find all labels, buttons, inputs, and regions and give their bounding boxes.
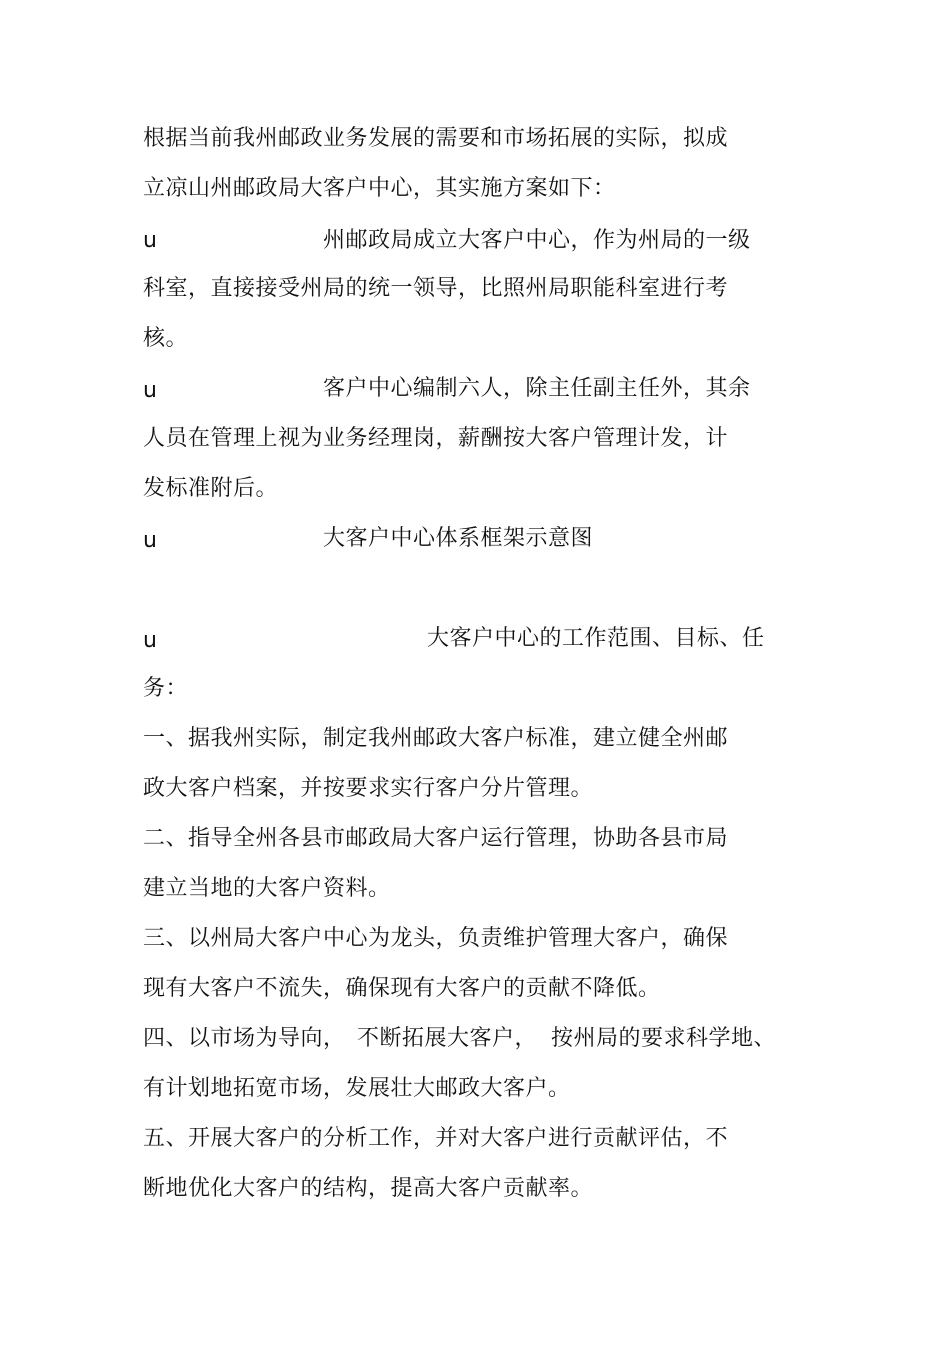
bullet-4-line-2: 务： <box>143 676 189 701</box>
bullet-marker: u <box>143 628 157 653</box>
item-1-line-2: 政大客户档案，并按要求实行客户分片管理。 <box>143 776 594 801</box>
bullet-marker: u <box>143 228 157 253</box>
item-1-line-1: 一、据我州实际，制定我州邮政大客户标准，建立健全州邮 <box>143 726 729 751</box>
bullet-1-line-3: 核。 <box>143 326 189 351</box>
item-4-line-2: 有计划地拓宽市场，发展壮大邮政大客户。 <box>143 1076 571 1101</box>
intro-line-1: 根据当前我州邮政业务发展的需要和市场拓展的实际，拟成 <box>143 126 729 151</box>
bullet-1-line-2: 科室，直接接受州局的统一领导，比照州局职能科室进行考 <box>143 276 729 301</box>
item-5-line-2: 断地优化大客户的结构，提高大客户贡献率。 <box>143 1176 594 1201</box>
item-2-line-1: 二、指导全州各县市邮政局大客户运行管理，协助各县市局 <box>143 826 729 851</box>
item-3-line-1: 三、以州局大客户中心为龙头，负责维护管理大客户，确保 <box>143 926 729 951</box>
item-4-line-1-part-a: 四、以市场为导向， <box>143 1026 346 1051</box>
item-2-line-2: 建立当地的大客户资料。 <box>143 876 391 901</box>
bullet-2-line-2: 人员在管理上视为业务经理岗，薪酬按大客户管理计发，计 <box>143 426 729 451</box>
bullet-4-line-1: 大客户中心的工作范围、目标、任 <box>427 626 765 651</box>
bullet-marker: u <box>143 378 157 403</box>
bullet-1-line-1: 州邮政局成立大客户中心，作为州局的一级 <box>323 228 751 253</box>
intro-line-2: 立凉山州邮政局大客户中心，其实施方案如下： <box>143 176 616 201</box>
bullet-2-line-3: 发标准附后。 <box>143 476 279 501</box>
bullet-3-line-1: 大客户中心体系框架示意图 <box>323 526 594 551</box>
bullet-2-line-1: 客户中心编制六人，除主任副主任外，其余 <box>323 376 751 401</box>
bullet-marker: u <box>143 528 157 553</box>
item-3-line-2: 现有大客户不流失，确保现有大客户的贡献不降低。 <box>143 976 661 1001</box>
item-4-line-1-part-c: 按州局的要求科学地、 <box>551 1026 777 1051</box>
item-4-line-1-part-b: 不断拓展大客户， <box>357 1026 538 1051</box>
item-5-line-1: 五、开展大客户的分析工作，并对大客户进行贡献评估，不 <box>143 1126 729 1151</box>
